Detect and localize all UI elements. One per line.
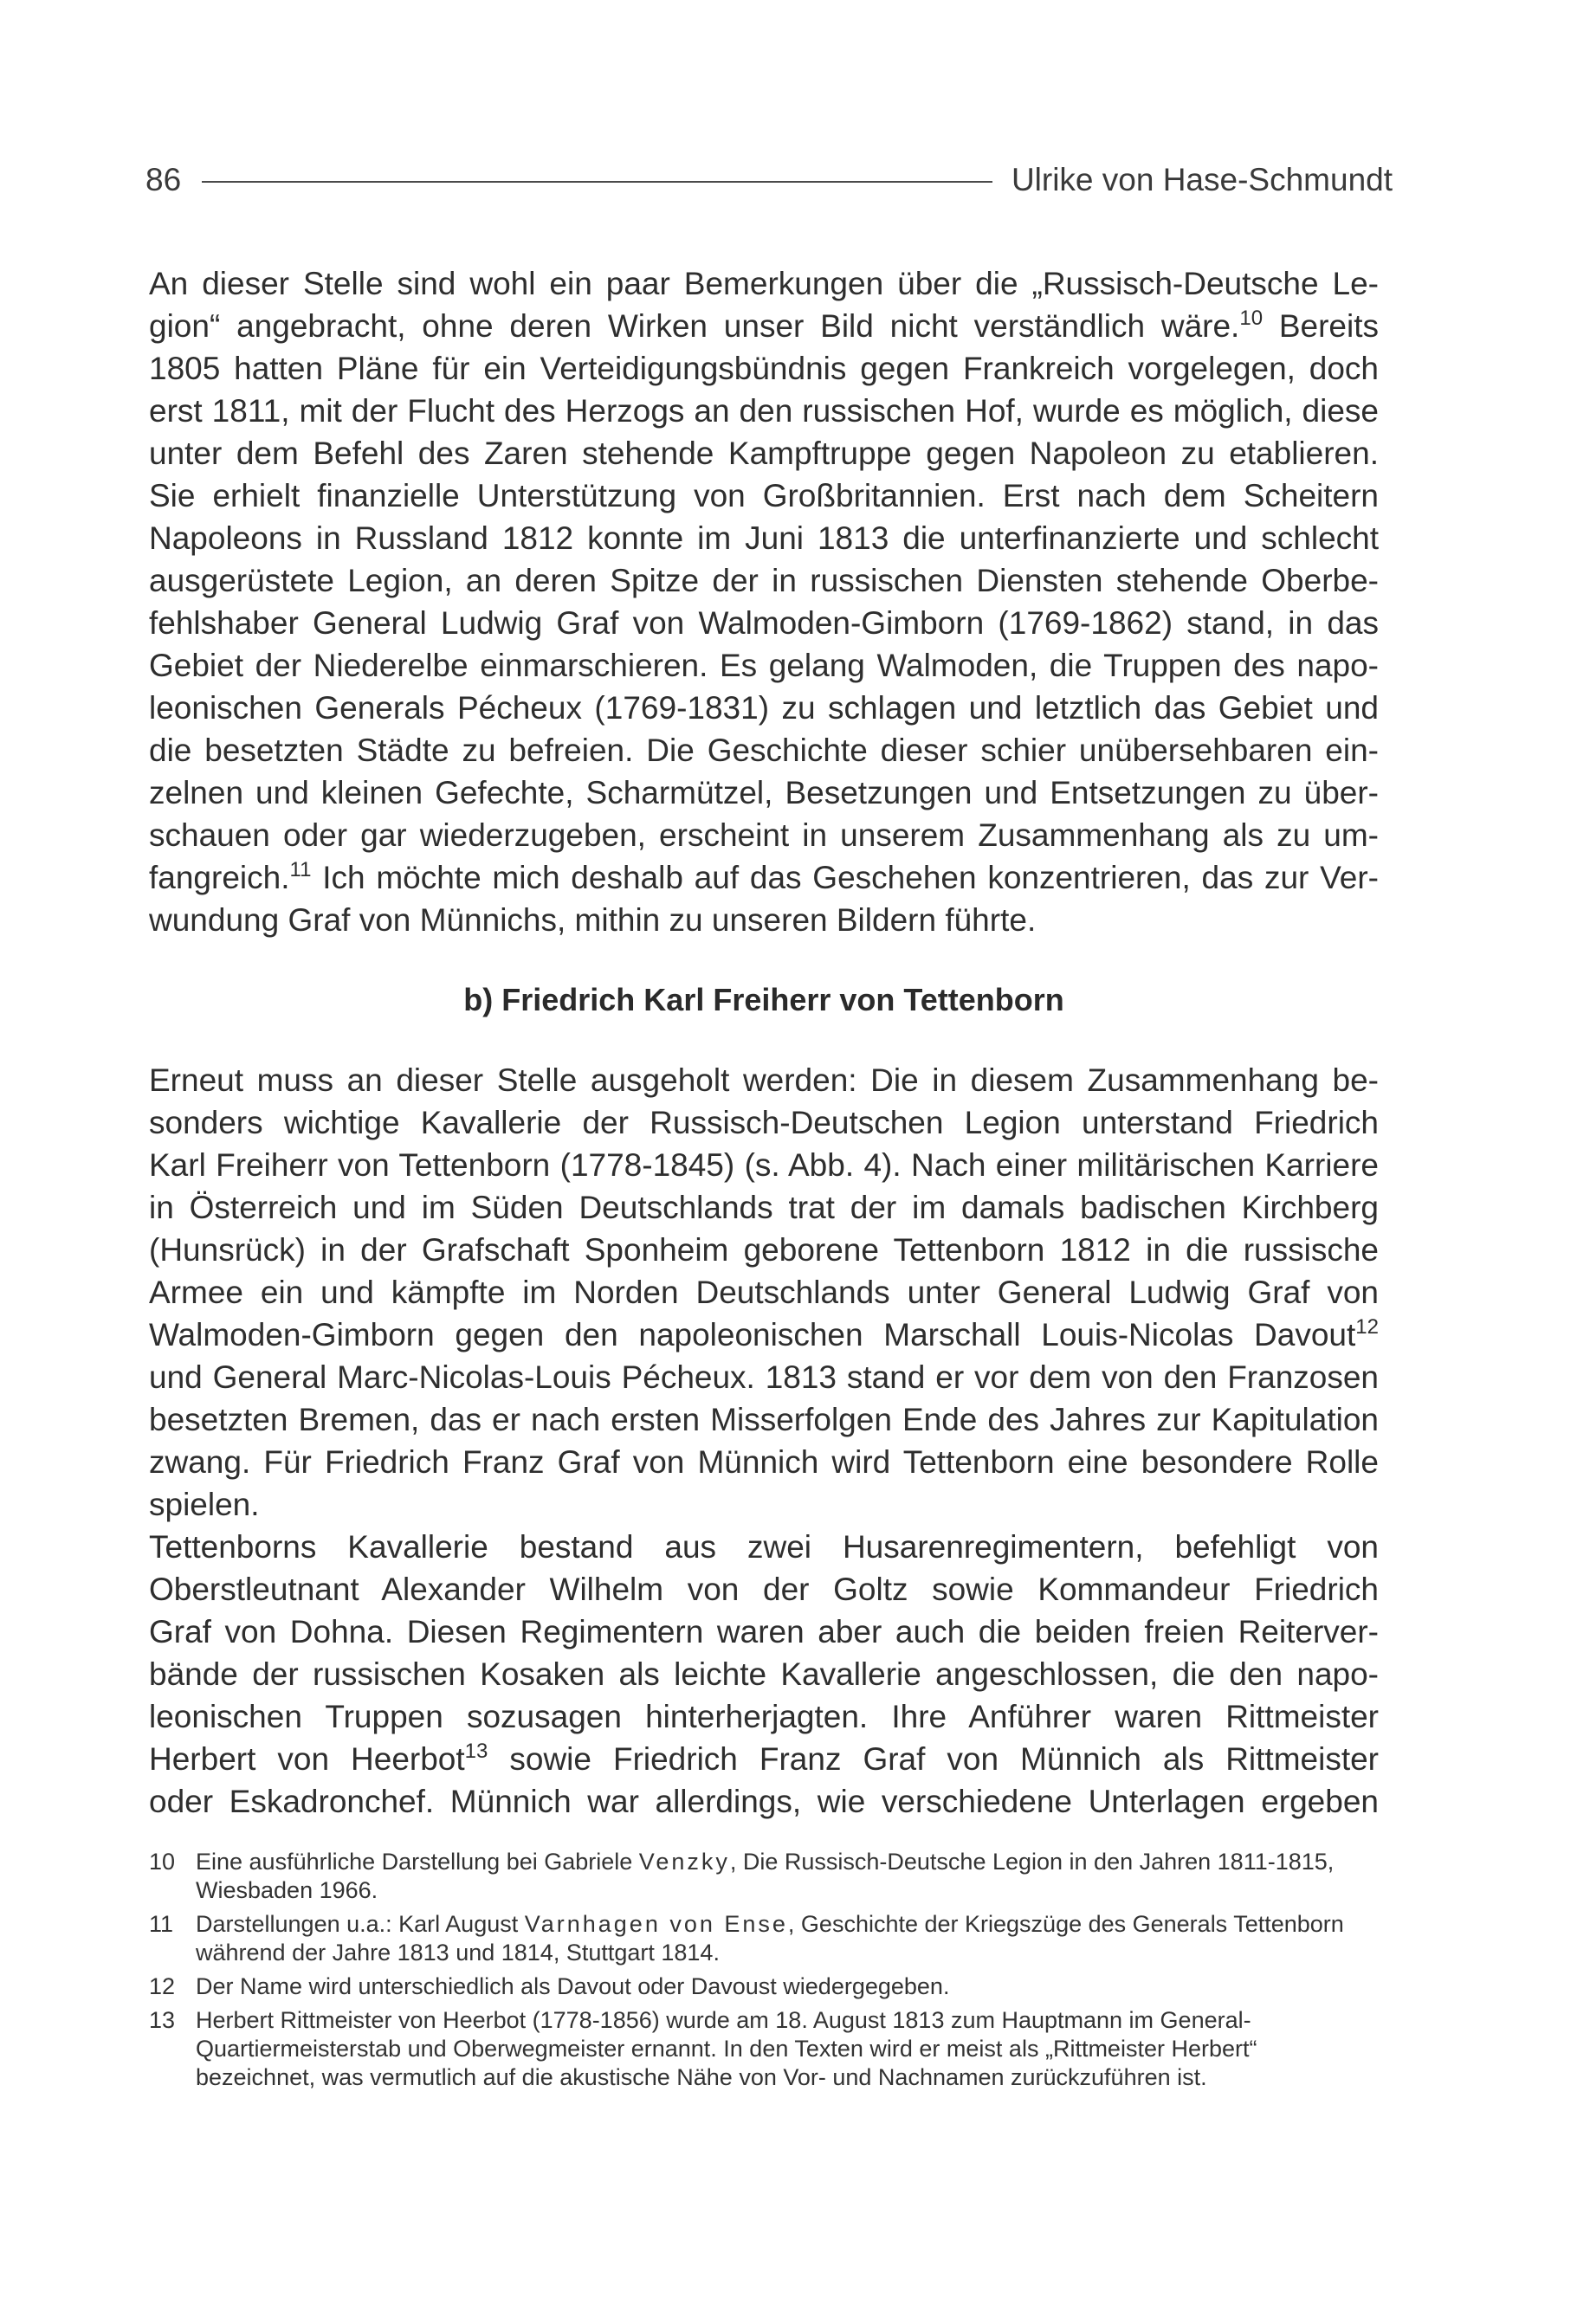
paragraph-2 <box>149 1059 1379 1823</box>
text-line: Karl Freiherr von Tettenborn (1778-1845) (s. Abb. 4). Nach einer militärischen Karriere <box>149 1147 1379 1183</box>
paragraph-1 <box>149 262 1379 941</box>
footnote-text: Herbert Rittmeister von Heerbot (1778-1856) wurde am 18. August 1813 zum Hauptmann im General-Quartiermeisterstab und Oberwegmeister ernannt. In den Texten wird er meist als „Rittmeister Herbert“ bezeichnet, was vermutlich auf die akustische Nähe von Vor- und Nachnamen zurückzuführen ist. <box>196 2007 1257 2090</box>
text-line: 1805 hatten Pläne für ein Verteidigungsbündnis gegen Frankreich vorgelegen, doch <box>149 351 1379 386</box>
text-line: spielen. <box>149 1487 260 1522</box>
footnote-number: 11 <box>149 1911 174 1937</box>
text-line: sonders wichtige Kavallerie der Russisch-Deutschen Legion unterstand Friedrich <box>149 1105 1379 1140</box>
text-line: Gebiet der Niederelbe einmarschieren. Es gelang Walmoden, die Truppen des napo- <box>149 648 1379 683</box>
text-line: gion“ angebracht, ohne deren Wirken unser Bild nicht verständlich wäre.$^{10}$ Bereits <box>149 307 1380 344</box>
running-head-author: Ulrike von Hase-Schmundt <box>1011 162 1393 197</box>
text-line: fangreich.$^{11}$ Ich möchte mich deshalb auf das Geschehen konzentrieren, das zur Ver- <box>149 858 1379 895</box>
text-line: Herbert von Heerbot$^{13}$ sowie Friedrich Franz Graf von Münnich als Rittmeister <box>149 1740 1380 1777</box>
page-number: 86 <box>145 162 182 197</box>
footnote <box>149 1972 1379 2001</box>
footnote <box>149 1910 1379 1967</box>
footnote-ref: 13 <box>464 1740 488 1763</box>
text-line: Walmoden-Gimborn gegen den napoleonischen Marschall Louis-Nicolas Davout$^{12}$ <box>149 1315 1379 1352</box>
text-line: (Hunsrück) in der Grafschaft Sponheim geborene Tettenborn 1812 in die russische <box>149 1232 1379 1268</box>
text-line: leonischen Generals Pécheux (1769-1831) zu schlagen und letztlich das Gebiet und <box>149 690 1379 726</box>
text-line: Oberstleutnant Alexander Wilhelm von der Goltz sowie Kommandeur Friedrich <box>149 1572 1379 1607</box>
footnote <box>149 1848 1379 1905</box>
text-line: und General Marc-Nicolas-Louis Pécheux. 1813 stand er vor dem von den Franzosen <box>149 1359 1379 1395</box>
text-line: Tettenborns Kavallerie bestand aus zwei Husarenregimentern, befehligt von <box>149 1529 1379 1565</box>
footnote-text: Der Name wird unterschiedlich als Davout oder Davoust wiedergegeben. <box>196 1973 950 1999</box>
text-line: An dieser Stelle sind wohl ein paar Bemerkungen über die „Russisch-Deutsche Le- <box>149 266 1379 301</box>
text-line: wundung Graf von Münnichs, mithin zu unseren Bildern führte. <box>149 902 1037 938</box>
footnote-text: Eine ausführliche Darstellung bei Gabriele Venzky, Die Russisch-Deutsche Legion in den Jahren 1811-1815, Wiesbaden 1966. <box>196 1849 1335 1903</box>
text-line: Graf von Dohna. Diesen Regimentern waren aber auch die beiden freien Reiterver- <box>149 1614 1379 1649</box>
section-heading: b) Friedrich Karl Freiherr von Tettenborn <box>463 982 1064 1017</box>
text-line: ausgerüstete Legion, an deren Spitze der in russischen Diensten stehende Oberbe- <box>149 563 1379 598</box>
footnote-ref: 10 <box>1239 307 1264 330</box>
text-line: erst 1811, mit der Flucht des Herzogs an den russischen Hof, wurde es möglich, diese <box>149 393 1379 429</box>
text-line: besetzten Bremen, das er nach ersten Misserfolgen Ende des Jahres zur Kapitulation <box>149 1402 1379 1437</box>
text-line: Erneut muss an dieser Stelle ausgeholt werden: Die in diesem Zusammenhang be- <box>149 1062 1379 1098</box>
running-header <box>145 158 1393 203</box>
header-rule <box>202 181 992 183</box>
text-line: schauen oder gar wiederzugeben, erscheint in unserem Zusammenhang als zu um- <box>149 817 1379 853</box>
text-line: fehlshaber General Ludwig Graf von Walmoden-Gimborn (1769-1862) stand, in das <box>149 605 1379 641</box>
text-line: in Österreich und im Süden Deutschlands trat der im damals badischen Kirchberg <box>149 1190 1379 1225</box>
text-line: leonischen Truppen sozusagen hinterherjagten. Ihre Anführer waren Rittmeister <box>149 1699 1379 1734</box>
text-line: Napoleons in Russland 1812 konnte im Juni 1813 die unterfinanzierte und schlecht <box>149 520 1379 556</box>
footnote <box>149 2006 1379 2092</box>
text-line: zelnen und kleinen Gefechte, Scharmützel, Besetzungen und Entsetzungen zu über- <box>149 775 1379 810</box>
text-line: zwang. Für Friedrich Franz Graf von Münnich wird Tettenborn eine besondere Rolle <box>149 1444 1379 1480</box>
text-line: Sie erhielt finanzielle Unterstützung von Großbritannien. Erst nach dem Scheitern <box>149 478 1379 513</box>
footnote-text: Darstellungen u.a.: Karl August Varnhagen von Ense, Geschichte der Kriegszüge des Generals Tettenborn während der Jahre 1813 und 1814, Stuttgart 1814. <box>196 1911 1344 1966</box>
text-line: unter dem Befehl des Zaren stehende Kampftruppe gegen Napoleon zu etablieren. <box>149 436 1379 471</box>
footnotes <box>149 1848 1379 2097</box>
text-line: die besetzten Städte zu befreien. Die Geschichte dieser schier unübersehbaren ein- <box>149 733 1379 768</box>
text-line: Armee ein und kämpfte im Norden Deutschlands unter General Ludwig Graf von <box>149 1275 1379 1310</box>
text-line: oder Eskadronchef. Münnich war allerdings, wie verschiedene Unterlagen ergeben <box>149 1784 1379 1819</box>
footnote-number: 10 <box>149 1849 176 1875</box>
footnote-number: 12 <box>149 1973 176 1999</box>
footnote-number: 13 <box>149 2007 176 2033</box>
footnote-ref: 12 <box>1355 1315 1379 1339</box>
text-line: bände der russischen Kosaken als leichte Kavallerie angeschlossen, die den napo- <box>149 1656 1379 1692</box>
footnote-ref: 11 <box>289 858 312 881</box>
